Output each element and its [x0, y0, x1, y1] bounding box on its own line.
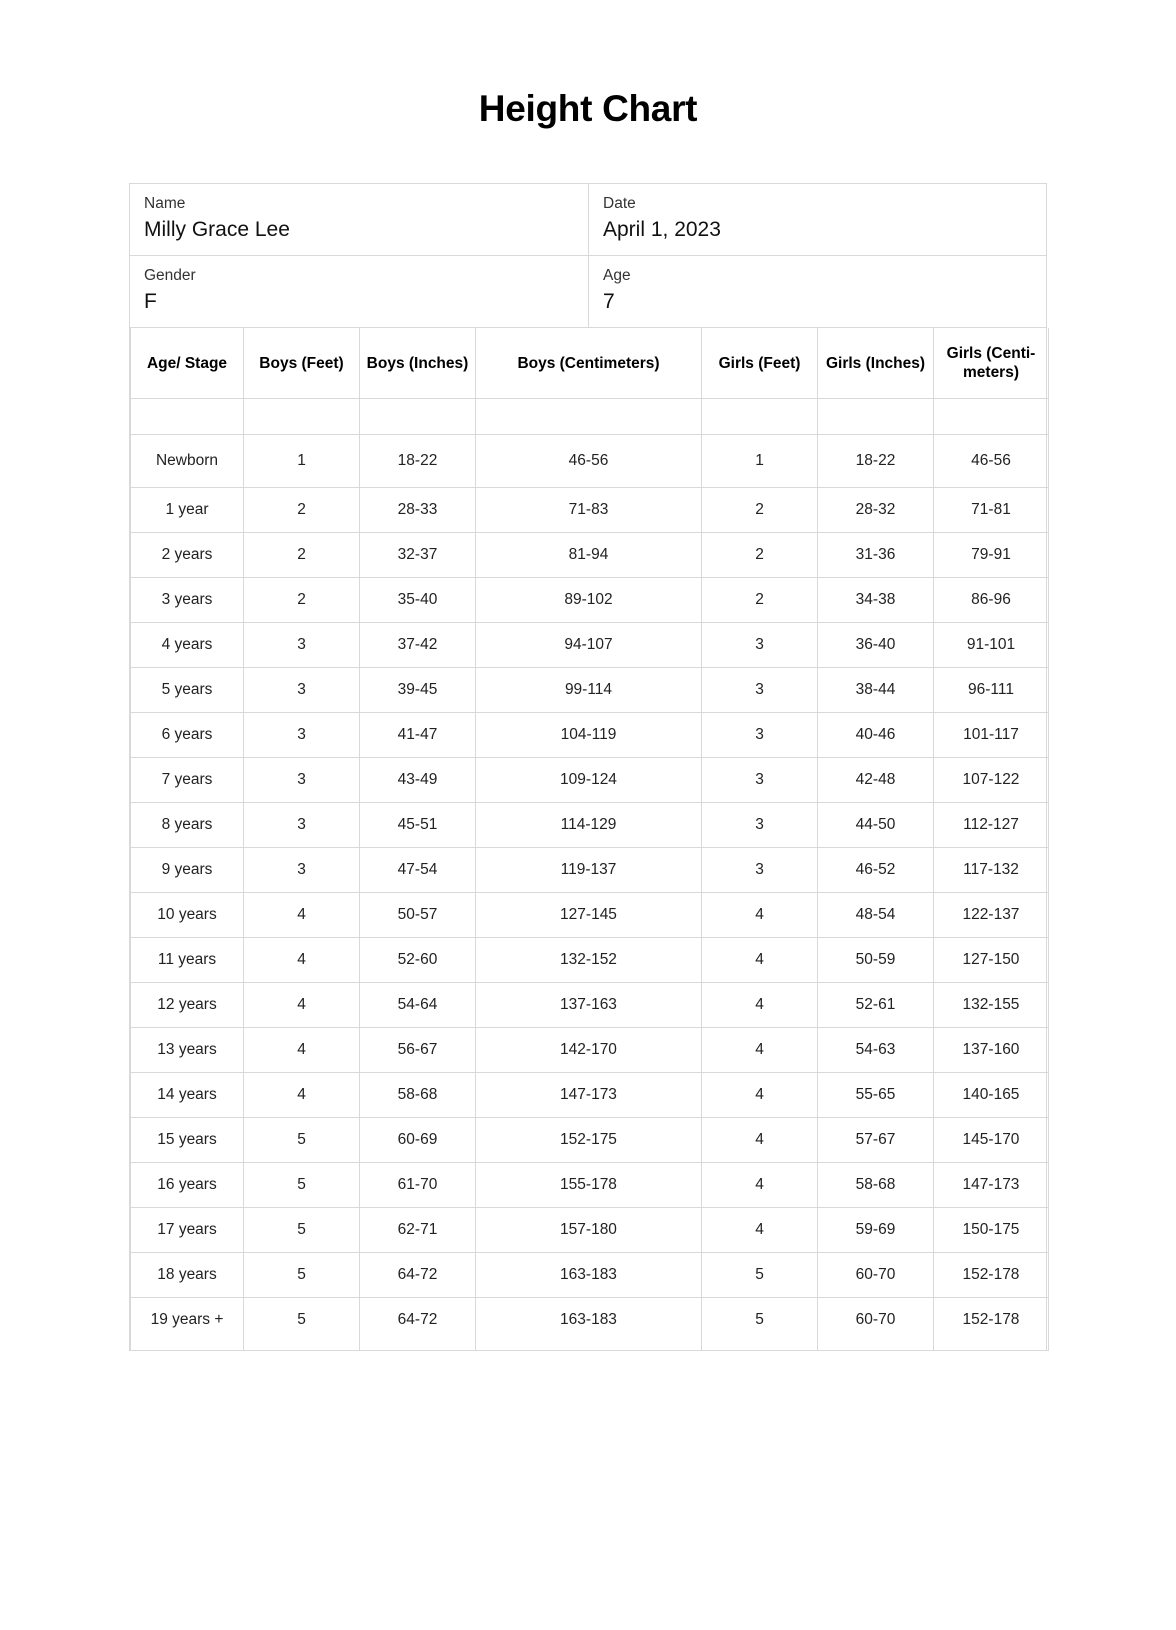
cell-girls-feet: 3 — [702, 803, 818, 848]
cell-girls-centimeters: 152-178 — [934, 1253, 1049, 1298]
cell-girls-inches: 38-44 — [818, 668, 934, 713]
patient-name-cell — [130, 184, 589, 256]
cell-boys-centimeters: 109-124 — [476, 758, 702, 803]
cell-boys-feet: 4 — [244, 1073, 360, 1118]
cell-boys-inches: 56-67 — [360, 1028, 476, 1073]
gender-value[interactable]: F — [144, 290, 157, 313]
cell-girls-inches: 18-22 — [818, 435, 934, 488]
cell-girls-inches: 52-61 — [818, 983, 934, 1028]
cell-girls-centimeters: 112-127 — [934, 803, 1049, 848]
table-row — [131, 1073, 1049, 1118]
name-label: Name — [144, 195, 186, 212]
header-boys-inches: Boys (Inches) — [360, 328, 476, 399]
cell-boys-inches: 50-57 — [360, 893, 476, 938]
header-girls-centimeters: Girls (Centi- meters) — [934, 328, 1049, 399]
table-header-row — [131, 328, 1049, 399]
cell-boys-feet: 4 — [244, 938, 360, 983]
cell-age-stage: 15 years — [131, 1118, 244, 1163]
cell-boys-centimeters: 147-173 — [476, 1073, 702, 1118]
height-chart-sheet — [129, 183, 1047, 1351]
table-row — [131, 1163, 1049, 1208]
cell-boys-feet: 5 — [244, 1208, 360, 1253]
cell-age-stage: 10 years — [131, 893, 244, 938]
cell-boys-centimeters: 89-102 — [476, 578, 702, 623]
cell-girls-feet: 2 — [702, 488, 818, 533]
cell-girls-centimeters: 71-81 — [934, 488, 1049, 533]
cell-girls-inches: 36-40 — [818, 623, 934, 668]
header-girls-feet: Girls (Feet) — [702, 328, 818, 399]
cell-boys-feet: 2 — [244, 578, 360, 623]
page-title: Height Chart — [478, 88, 698, 129]
patient-age-cell — [589, 256, 1046, 328]
patient-gender-cell — [130, 256, 589, 328]
cell-girls-inches: 46-52 — [818, 848, 934, 893]
cell-boys-centimeters: 137-163 — [476, 983, 702, 1028]
cell-boys-inches: 54-64 — [360, 983, 476, 1028]
table-row — [131, 1028, 1049, 1073]
header-boys-feet: Boys (Feet) — [244, 328, 360, 399]
table-row — [131, 1253, 1049, 1298]
cell-boys-centimeters: 46-56 — [476, 435, 702, 488]
cell-boys-feet: 3 — [244, 803, 360, 848]
table-row — [131, 488, 1049, 533]
name-value[interactable]: Milly Grace Lee — [144, 218, 290, 241]
cell-girls-centimeters: 86-96 — [934, 578, 1049, 623]
cell-girls-centimeters: 140-165 — [934, 1073, 1049, 1118]
cell-boys-centimeters: 104-119 — [476, 713, 702, 758]
cell-girls-inches: 60-70 — [818, 1298, 934, 1351]
cell-girls-centimeters: 117-132 — [934, 848, 1049, 893]
cell-girls-inches: 60-70 — [818, 1253, 934, 1298]
cell-girls-centimeters: 107-122 — [934, 758, 1049, 803]
cell-boys-centimeters: 157-180 — [476, 1208, 702, 1253]
cell-boys-centimeters: 127-145 — [476, 893, 702, 938]
cell-boys-centimeters: 71-83 — [476, 488, 702, 533]
table-row — [131, 758, 1049, 803]
cell-girls-centimeters: 91-101 — [934, 623, 1049, 668]
cell-boys-centimeters: 81-94 — [476, 533, 702, 578]
cell-girls-feet: 5 — [702, 1253, 818, 1298]
cell-girls-centimeters: 96-111 — [934, 668, 1049, 713]
age-label: Age — [603, 267, 631, 284]
height-data-table — [130, 328, 1049, 1351]
table-row — [131, 578, 1049, 623]
cell-boys-centimeters: 119-137 — [476, 848, 702, 893]
cell-age-stage: 5 years — [131, 668, 244, 713]
cell-girls-centimeters: 122-137 — [934, 893, 1049, 938]
cell-boys-inches: 64-72 — [360, 1253, 476, 1298]
cell-age-stage: 14 years — [131, 1073, 244, 1118]
cell-age-stage: 16 years — [131, 1163, 244, 1208]
cell-girls-feet: 3 — [702, 758, 818, 803]
cell-boys-inches: 28-33 — [360, 488, 476, 533]
cell-boys-feet: 3 — [244, 758, 360, 803]
cell-age-stage: 2 years — [131, 533, 244, 578]
cell-girls-centimeters: 101-117 — [934, 713, 1049, 758]
table-row — [131, 1208, 1049, 1253]
cell-age-stage: 4 years — [131, 623, 244, 668]
patient-info-row-2 — [130, 256, 1046, 328]
table-row — [131, 623, 1049, 668]
patient-info-row-1 — [130, 184, 1046, 256]
cell-girls-feet: 3 — [702, 713, 818, 758]
table-row — [131, 1298, 1049, 1351]
cell-girls-inches: 54-63 — [818, 1028, 934, 1073]
cell-boys-centimeters: 142-170 — [476, 1028, 702, 1073]
cell-girls-inches: 57-67 — [818, 1118, 934, 1163]
cell-boys-inches: 61-70 — [360, 1163, 476, 1208]
cell-girls-inches: 48-54 — [818, 893, 934, 938]
cell-girls-inches: 31-36 — [818, 533, 934, 578]
cell-boys-feet: 3 — [244, 668, 360, 713]
table-row — [131, 533, 1049, 578]
cell-girls-inches: 44-50 — [818, 803, 934, 848]
cell-age-stage: 8 years — [131, 803, 244, 848]
cell-girls-centimeters: 132-155 — [934, 983, 1049, 1028]
cell-boys-centimeters: 163-183 — [476, 1298, 702, 1351]
cell-boys-centimeters: 155-178 — [476, 1163, 702, 1208]
cell-boys-inches: 60-69 — [360, 1118, 476, 1163]
date-value[interactable]: April 1, 2023 — [603, 218, 721, 241]
cell-girls-inches: 34-38 — [818, 578, 934, 623]
cell-boys-feet: 5 — [244, 1253, 360, 1298]
cell-girls-centimeters: 147-173 — [934, 1163, 1049, 1208]
cell-boys-inches: 32-37 — [360, 533, 476, 578]
cell-boys-feet: 2 — [244, 533, 360, 578]
cell-boys-feet: 4 — [244, 983, 360, 1028]
cell-boys-centimeters: 152-175 — [476, 1118, 702, 1163]
table-row — [131, 713, 1049, 758]
cell-girls-feet: 1 — [702, 435, 818, 488]
table-row — [131, 435, 1049, 488]
table-spacer-row — [131, 399, 1049, 435]
cell-girls-feet: 4 — [702, 1028, 818, 1073]
cell-boys-inches: 41-47 — [360, 713, 476, 758]
table-row — [131, 848, 1049, 893]
cell-age-stage: 6 years — [131, 713, 244, 758]
cell-girls-feet: 4 — [702, 1208, 818, 1253]
cell-girls-feet: 4 — [702, 938, 818, 983]
cell-girls-centimeters: 46-56 — [934, 435, 1049, 488]
cell-boys-feet: 5 — [244, 1163, 360, 1208]
cell-girls-inches: 50-59 — [818, 938, 934, 983]
cell-age-stage: 18 years — [131, 1253, 244, 1298]
cell-age-stage: 1 year — [131, 488, 244, 533]
gender-label: Gender — [144, 267, 196, 284]
cell-boys-inches: 58-68 — [360, 1073, 476, 1118]
patient-date-cell — [589, 184, 1046, 256]
header-girls-inches: Girls (Inches) — [818, 328, 934, 399]
cell-girls-inches: 40-46 — [818, 713, 934, 758]
cell-boys-inches: 39-45 — [360, 668, 476, 713]
cell-boys-feet: 3 — [244, 713, 360, 758]
cell-girls-centimeters: 145-170 — [934, 1118, 1049, 1163]
cell-boys-inches: 47-54 — [360, 848, 476, 893]
table-row — [131, 1118, 1049, 1163]
cell-boys-feet: 5 — [244, 1298, 360, 1351]
cell-girls-centimeters: 79-91 — [934, 533, 1049, 578]
cell-age-stage: Newborn — [131, 435, 244, 488]
cell-boys-centimeters: 163-183 — [476, 1253, 702, 1298]
cell-boys-centimeters: 94-107 — [476, 623, 702, 668]
cell-girls-feet: 3 — [702, 848, 818, 893]
cell-age-stage: 3 years — [131, 578, 244, 623]
cell-girls-feet: 2 — [702, 578, 818, 623]
cell-boys-inches: 52-60 — [360, 938, 476, 983]
cell-girls-feet: 4 — [702, 1073, 818, 1118]
cell-girls-feet: 3 — [702, 623, 818, 668]
cell-boys-inches: 64-72 — [360, 1298, 476, 1351]
table-row — [131, 938, 1049, 983]
table-row — [131, 893, 1049, 938]
table-row — [131, 668, 1049, 713]
cell-boys-feet: 2 — [244, 488, 360, 533]
cell-girls-inches: 55-65 — [818, 1073, 934, 1118]
cell-boys-feet: 4 — [244, 893, 360, 938]
cell-girls-centimeters: 150-175 — [934, 1208, 1049, 1253]
cell-girls-feet: 4 — [702, 983, 818, 1028]
cell-girls-feet: 2 — [702, 533, 818, 578]
cell-age-stage: 9 years — [131, 848, 244, 893]
cell-boys-feet: 5 — [244, 1118, 360, 1163]
cell-age-stage: 17 years — [131, 1208, 244, 1253]
cell-boys-centimeters: 99-114 — [476, 668, 702, 713]
cell-boys-inches: 18-22 — [360, 435, 476, 488]
cell-boys-inches: 62-71 — [360, 1208, 476, 1253]
cell-boys-feet: 4 — [244, 1028, 360, 1073]
cell-age-stage: 19 years + — [131, 1298, 244, 1351]
cell-boys-feet: 1 — [244, 435, 360, 488]
cell-girls-centimeters: 127-150 — [934, 938, 1049, 983]
header-age-stage: Age/ Stage — [131, 328, 244, 399]
cell-girls-feet: 4 — [702, 893, 818, 938]
cell-girls-feet: 4 — [702, 1163, 818, 1208]
cell-girls-inches: 42-48 — [818, 758, 934, 803]
cell-boys-feet: 3 — [244, 623, 360, 668]
cell-girls-inches: 28-32 — [818, 488, 934, 533]
header-boys-centimeters: Boys (Centimeters) — [476, 328, 702, 399]
age-value[interactable]: 7 — [603, 290, 615, 313]
cell-boys-inches: 43-49 — [360, 758, 476, 803]
cell-girls-inches: 58-68 — [818, 1163, 934, 1208]
table-row — [131, 983, 1049, 1028]
cell-girls-inches: 59-69 — [818, 1208, 934, 1253]
cell-boys-feet: 3 — [244, 848, 360, 893]
cell-age-stage: 11 years — [131, 938, 244, 983]
cell-age-stage: 13 years — [131, 1028, 244, 1073]
cell-girls-feet: 3 — [702, 668, 818, 713]
cell-boys-centimeters: 132-152 — [476, 938, 702, 983]
cell-boys-inches: 45-51 — [360, 803, 476, 848]
cell-age-stage: 12 years — [131, 983, 244, 1028]
table-body — [131, 399, 1049, 1351]
table-row — [131, 803, 1049, 848]
cell-boys-inches: 35-40 — [360, 578, 476, 623]
cell-age-stage: 7 years — [131, 758, 244, 803]
date-label: Date — [603, 195, 636, 212]
cell-girls-feet: 4 — [702, 1118, 818, 1163]
cell-boys-inches: 37-42 — [360, 623, 476, 668]
cell-girls-centimeters: 137-160 — [934, 1028, 1049, 1073]
cell-girls-feet: 5 — [702, 1298, 818, 1351]
cell-boys-centimeters: 114-129 — [476, 803, 702, 848]
cell-girls-centimeters: 152-178 — [934, 1298, 1049, 1351]
